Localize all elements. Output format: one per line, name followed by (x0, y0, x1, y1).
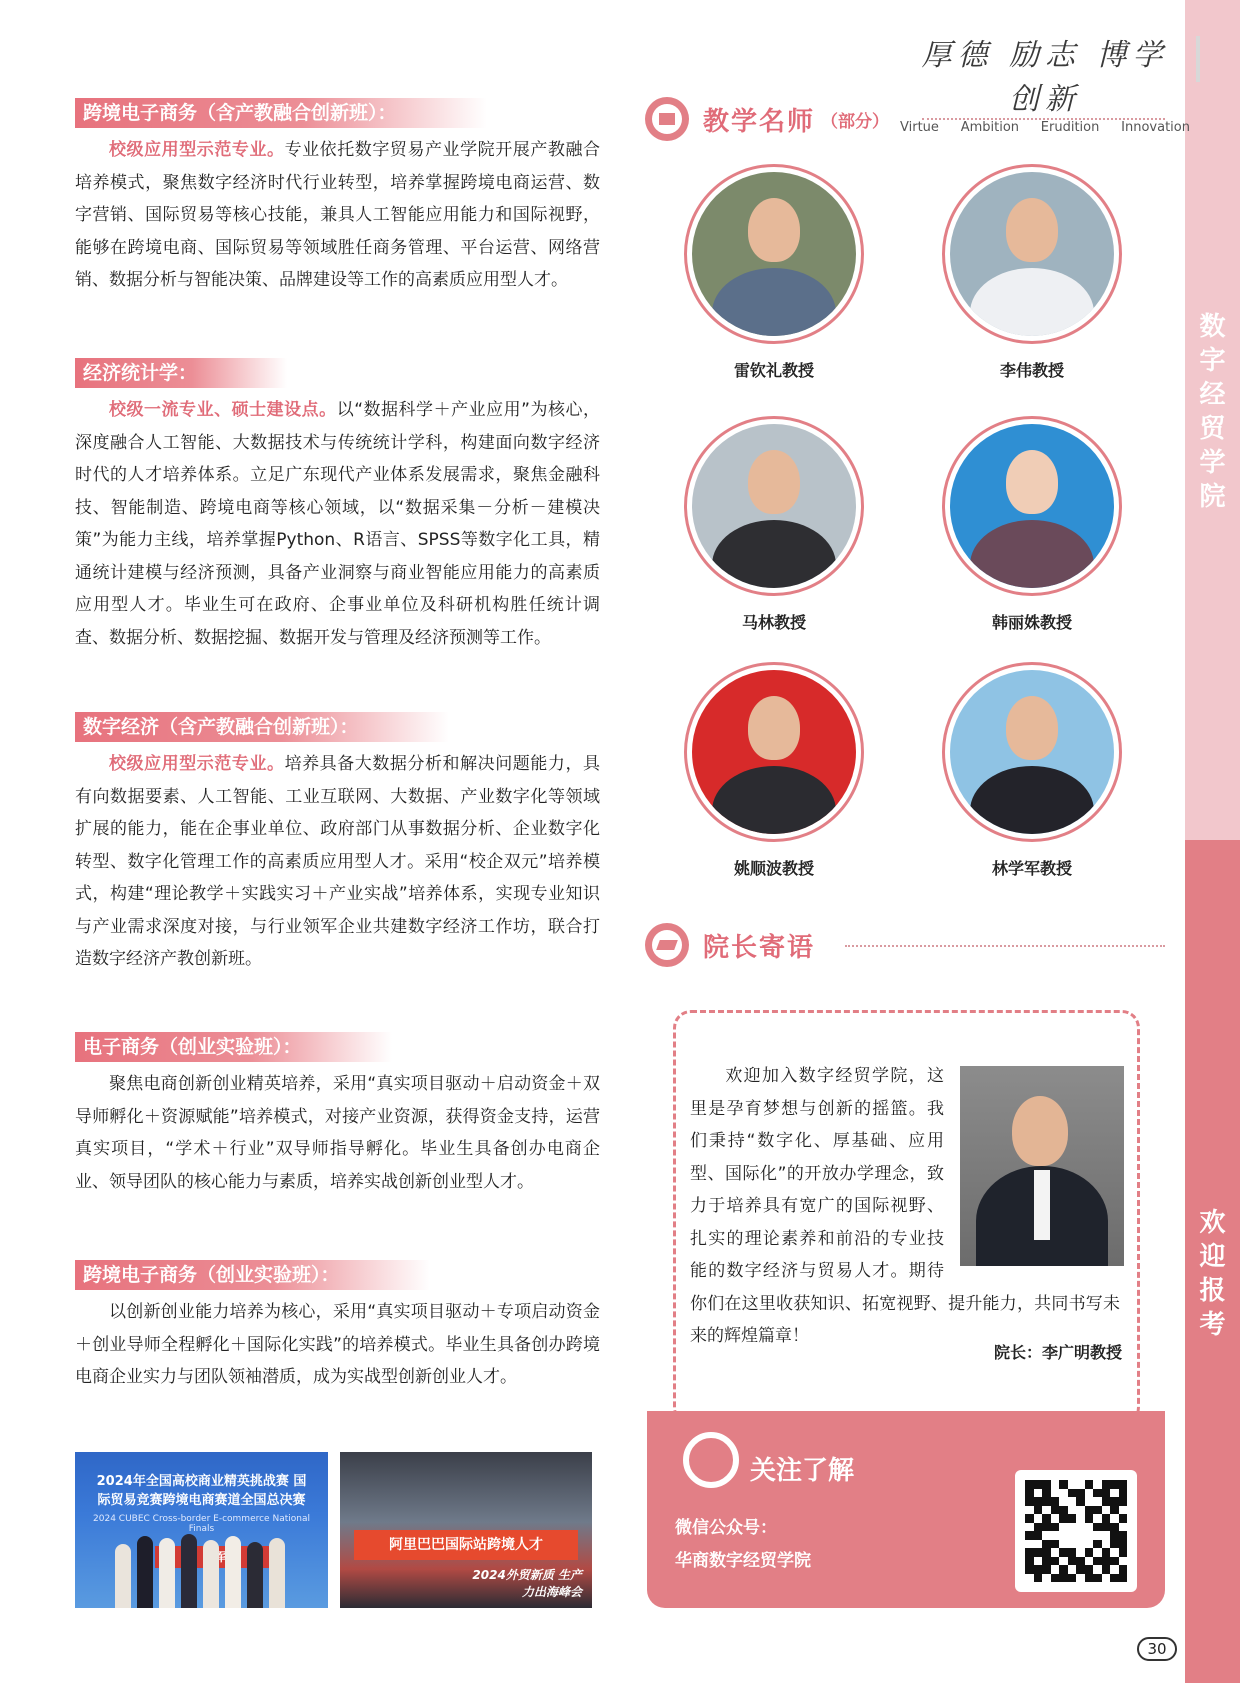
dean-message: 欢迎加入数字经贸学院，这里是孕育梦想与创新的摇篮。我们秉持“数字化、厚基础、应用型、国际化”的开放办学理念，致力于培养具有宽广的国际视野、扎实的理论素养和前沿的专业技能的数字经济与贸易人才。期待你们在这里收获知识、拓宽视野、提升能力，共同书写未来的辉煌篇章！ (690, 1066, 1120, 1346)
program-heading: 电子商务（创业实验班）： (75, 1032, 392, 1062)
qr-code-pattern (1025, 1480, 1127, 1582)
dean-signature: 院长：李广明教授 (993, 1343, 1122, 1362)
teacher-portrait (692, 172, 856, 336)
wechat-account: 华商数字经贸学院 (675, 1551, 811, 1571)
program-cross-border-ecommerce (75, 98, 600, 297)
program-description: 以创新创业能力培养为核心，采用“真实项目驱动＋专项启动资金＋创业导师全程孵化＋国际化实践”的培养模式。毕业生具备创办跨境电商企业实力与团队领袖潜质，成为实战型创新创业人才。 (75, 1302, 600, 1387)
page-number: 30 (1137, 1637, 1177, 1661)
motto-cn: 厚德 励志 博学 创新 (921, 38, 1169, 117)
teacher-card (942, 662, 1122, 879)
summit-group-photo (340, 1452, 592, 1608)
college-logo-icon (683, 1432, 739, 1488)
teacher-portrait (950, 670, 1114, 834)
side-label-college: 数 字 经 贸 学 院 (1199, 312, 1226, 512)
program-heading: 数字经济（含产教融合创新班）： (75, 712, 449, 742)
motto-divider (1196, 36, 1200, 82)
teacher-name: 林学军教授 (991, 859, 1072, 878)
follow-title: 关注了解 (750, 1456, 855, 1486)
dean-heading: 院长寄语 (645, 923, 815, 967)
program-ecommerce-startup (75, 1032, 600, 1198)
competition-photo: 2024年全国高校商业精英挑战赛 国际贸易竞赛跨境电商赛道全国总决赛 2024 CUBEC Cross-border E-commerce National Finals (75, 1452, 328, 1608)
teacher-name: 韩丽姝教授 (991, 613, 1072, 632)
program-heading: 跨境电子商务（创业实验班）： (75, 1260, 430, 1290)
teacher-portrait (692, 424, 856, 588)
wechat-label: 微信公众号： (675, 1518, 777, 1538)
program-description: 聚焦电商创新创业精英培养，采用“真实项目驱动＋启动资金＋双导师孵化＋资源赋能”培养模式，对接产业资源，获得资金支持，运营真实项目，“学术＋行业”双导师指导孵化。毕业生具备创办电商企业、领导团队的核心能力与素质，培养实战创新创业型人才。 (75, 1074, 600, 1192)
side-label-welcome: 欢 迎 报 考 (1199, 1208, 1226, 1340)
teachers-heading: 教学名师 （部分） (645, 97, 889, 141)
teacher-portrait (950, 424, 1114, 588)
teacher-card (942, 416, 1122, 633)
teacher-icon (645, 97, 689, 141)
program-economic-statistics (75, 358, 600, 654)
teacher-portrait (692, 670, 856, 834)
teacher-card (684, 164, 864, 381)
summit-caption: 2024外贸新质 生产力出海峰会 (472, 1568, 582, 1599)
teacher-card (684, 662, 864, 879)
program-description: 校级一流专业、硕士建设点。以“数据科学＋产业应用”为核心，深度融合人工智能、大数据技术与传统统计学科，构建面向数字经济时代的人才培养体系。立足广东现代产业体系发展需求，聚焦金融科技、智能制造、跨境电商等核心领域，以“数据采集－分析－建模决策”为能力主线，培养掌握Python、R语言、SPSS等数字化工具，精通统计建模与经济预测，具备产业洞察与商业智能应用能力的高素质应用型人才。毕业生可在政府、企事业单位及科研机构胜任统计调查、数据分析、数据挖掘、数据开发与管理及经济预测等工作。 (75, 400, 601, 648)
teacher-card (942, 164, 1122, 381)
teacher-card (684, 416, 864, 633)
program-description: 校级应用型示范专业。培养具备大数据分析和解决问题能力，具有向数据要素、人工智能、工业互联网、大数据、产业数字化等领域扩展的能力，能在企事业单位、政府部门从事数据分析、企业数字化转型、数字化管理工作的高素质应用型人才。采用“校企双元”培养模式，构建“理论教学＋实践实习＋产业实战”培养体系，实现专业知识与产业需求深度对接，与行业领军企业共建数字经济工作坊，联合打造数字经济产教创新班。 (75, 754, 601, 969)
program-heading: 跨境电子商务（含产教融合创新班）： (75, 98, 487, 128)
divider (922, 118, 1165, 120)
program-heading: 经济统计学： (75, 358, 287, 388)
motto-en: Virtue Ambition Erudition Innovation (900, 120, 1190, 135)
program-cross-border-startup (75, 1260, 600, 1394)
program-digital-economy (75, 712, 600, 976)
teacher-name: 姚顺波教授 (733, 859, 814, 878)
divider (845, 945, 1165, 947)
teacher-portrait (950, 172, 1114, 336)
program-description: 校级应用型示范专业。专业依托数字贸易产业学院开展产教融合培养模式，聚焦数字经济时代行业转型，培养掌握跨境电商运营、数字营销、国际贸易等核心技能，兼具人工智能应用能力和国际视野，能够在跨境电商、国际贸易等领域胜任商务管理、平台运营、网络营销、数据分析与智能决策、品牌建设等工作的高素质应用型人才。 (75, 140, 601, 290)
graduation-cap-icon (645, 923, 689, 967)
teacher-name: 雷钦礼教授 (733, 361, 814, 380)
banner-alibaba: 阿里巴巴国际站跨境人才 (354, 1530, 578, 1560)
teacher-name: 李伟教授 (999, 361, 1064, 380)
teacher-name: 马林教授 (741, 613, 806, 632)
qr-code[interactable] (1015, 1470, 1137, 1592)
